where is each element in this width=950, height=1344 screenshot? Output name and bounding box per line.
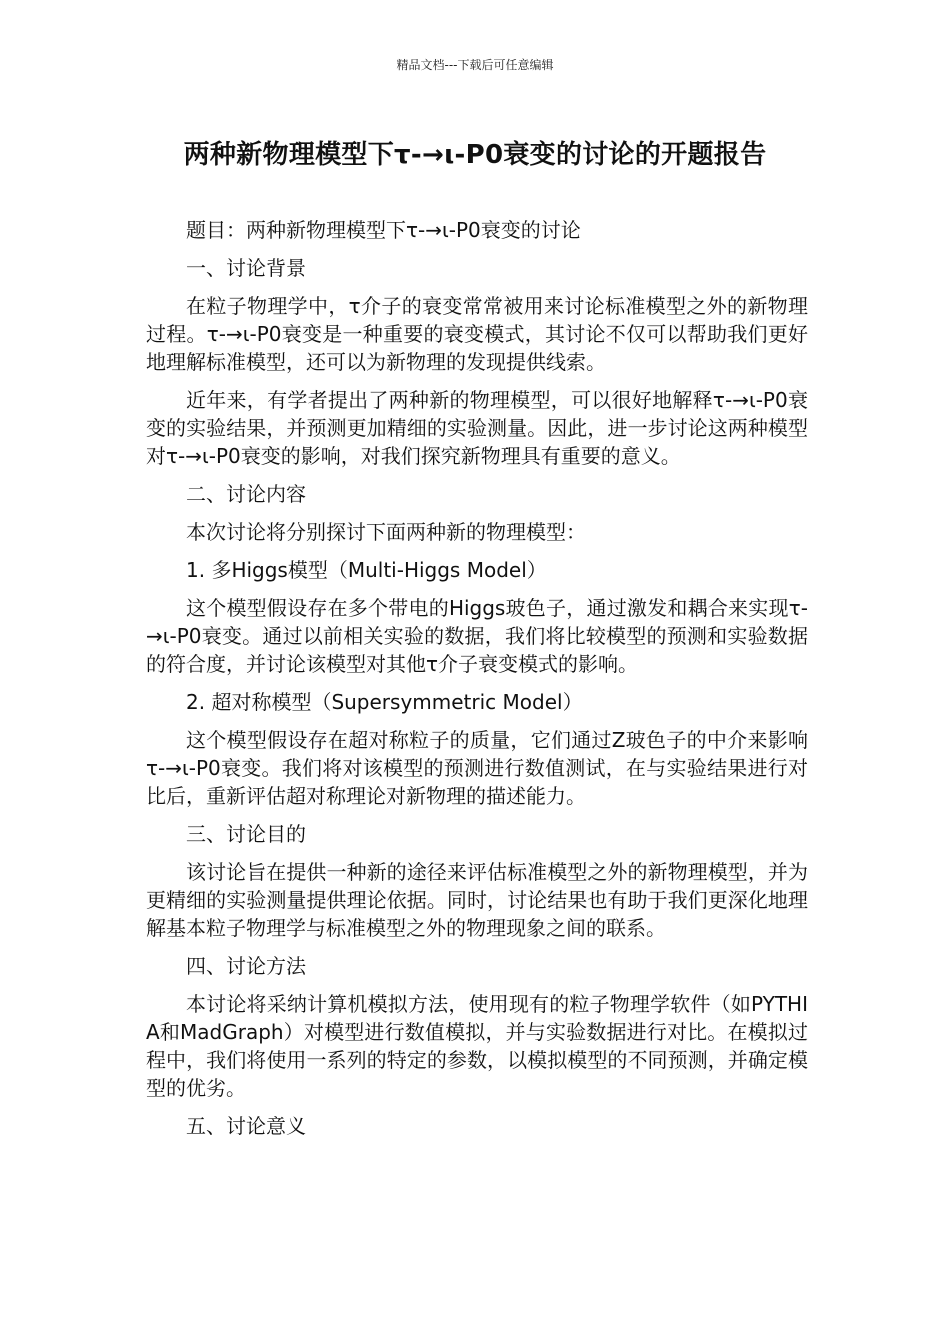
topic-line: 题目：两种新物理模型下τ-→ι-P0衰变的讨论 [186,218,581,242]
section-heading-background: 一、讨论背景 [186,256,306,280]
section-heading-purpose: 三、讨论目的 [186,822,306,846]
body-paragraph: 这个模型假设存在多个带电的Higgs玻色子，通过激发和耦合来实现τ-→ι-P0衰变。通过以前相关实验的数据，我们将比较模型的预测和实验数据的符合度，并讨论该模型对其他τ介子衰变模式的影响。 [146,596,808,676]
document-title: 两种新物理模型下τ-→ι-P0衰变的讨论的开题报告 [183,140,767,170]
subheading-supersymmetric: 2. 超对称模型（Supersymmetric Model） [186,690,583,714]
subheading-multi-higgs: 1. 多Higgs模型（Multi-Higgs Model） [186,558,547,582]
body-paragraph: 该讨论旨在提供一种新的途径来评估标准模型之外的新物理模型，并为更精细的实验测量提供理论依据。同时，讨论结果也有助于我们更深化地理解基本粒子物理学与标准模型之外的物理现象之间的联系。 [146,860,808,940]
section-heading-content: 二、讨论内容 [186,482,306,506]
document-body [146,216,808,1150]
body-paragraph: 本讨论将采纳计算机模拟方法，使用现有的粒子物理学软件（如PYTHIA和MadGraph）对模型进行数值模拟，并与实验数据进行对比。在模拟过程中，我们将使用一系列的特定的参数，以模拟模型的不同预测，并确定模型的优劣。 [146,992,808,1100]
section-heading-significance: 五、讨论意义 [186,1114,306,1138]
header-note: 精品文档---下载后可任意编辑 [396,58,554,72]
body-paragraph: 近年来，有学者提出了两种新的物理模型，可以很好地解释τ-→ι-P0衰变的实验结果，并预测更加精细的实验测量。因此，进一步讨论这两种模型对τ-→ι-P0衰变的影响，对我们探究新物理具有重要的意义。 [146,388,808,468]
body-paragraph: 本次讨论将分别探讨下面两种新的物理模型： [186,520,586,544]
body-paragraph: 在粒子物理学中，τ介子的衰变常常被用来讨论标准模型之外的新物理过程。τ-→ι-P0衰变是一种重要的衰变模式，其讨论不仅可以帮助我们更好地理解标准模型，还可以为新物理的发现提供线索。 [146,294,808,374]
section-heading-method: 四、讨论方法 [186,954,306,978]
body-paragraph: 这个模型假设存在超对称粒子的质量，它们通过Z玻色子的中介来影响τ-→ι-P0衰变。我们将对该模型的预测进行数值测试，在与实验结果进行对比后，重新评估超对称理论对新物理的描述能力。 [146,728,808,808]
